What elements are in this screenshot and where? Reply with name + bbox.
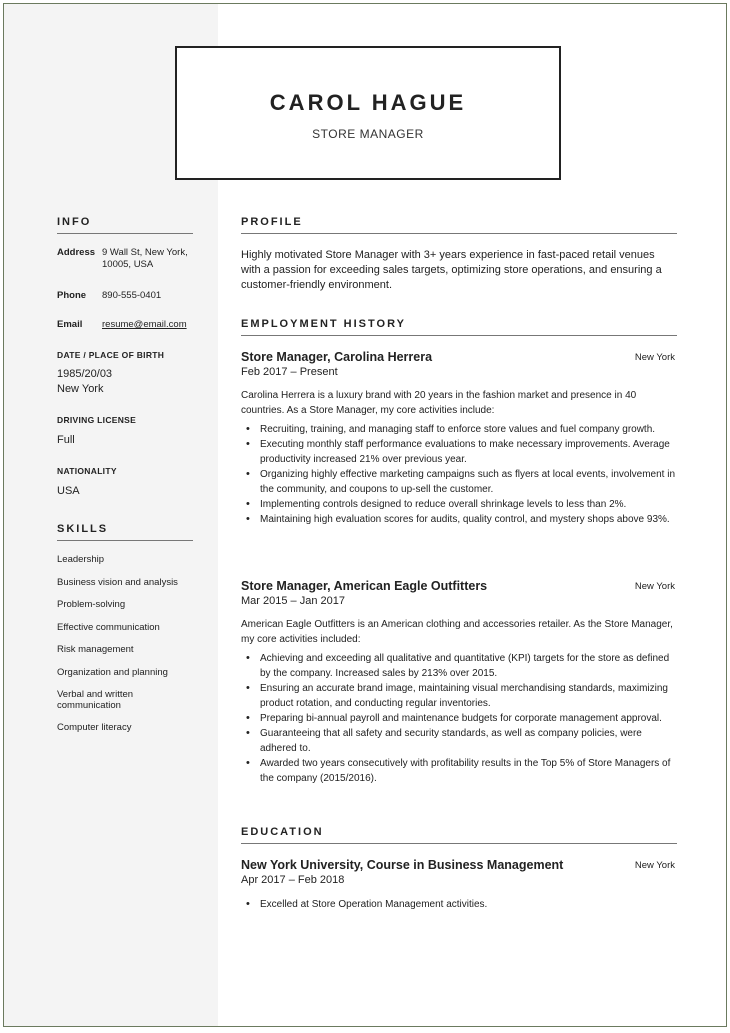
job-location: New York (634, 352, 675, 363)
nationality-label: NATIONALITY (57, 466, 117, 476)
list-item: • Guaranteeing that all safety and security standards, as well as company policies, were adhered to. (241, 726, 677, 756)
list-item: • Maintaining high evaluation scores for audits, quality control, and mystery shops above 93%. (241, 512, 677, 527)
skill-item: Computer literacy (57, 722, 132, 733)
list-item: • Organizing highly effective marketing campaigns such as flyers at local events, involvement in the community, and coupons to up-sell the customer. (241, 467, 677, 497)
address-label: Address (57, 247, 96, 258)
profile-text: Highly motivated Store Manager with 3+ years experience in fast-paced retail venues with a passion for exceeding sales targets, optimizing store operations, and ensuring a customer-friendly environment. (241, 249, 662, 291)
header-box (175, 46, 561, 180)
email-label: Email (57, 319, 83, 330)
list-item: • Achieving and exceeding all qualitative and quantitative (KPI) targets for the store as defined by the company. Increased sales by 213% over 2015. (241, 651, 677, 681)
job-title: Store Manager, American Eagle Outfitters (241, 579, 488, 593)
dob-label: DATE / PLACE OF BIRTH (57, 350, 165, 360)
education-heading: EDUCATION (241, 826, 677, 844)
job-dates: Mar 2015 – Jan 2017 (241, 595, 345, 607)
skill-item: Organization and planning (57, 667, 168, 678)
job-title: Store Manager, Carolina Herrera (241, 350, 433, 364)
education-location: New York (634, 860, 675, 871)
skill-item: Verbal and written communication (57, 689, 134, 711)
email-link[interactable]: resume@email.com (102, 319, 187, 330)
job-description: Carolina Herrera is a luxury brand with 20 years in the fashion market and presence in 40 countries. As a Store Manager, my core activities include: (241, 390, 637, 416)
nationality-value: USA (57, 485, 80, 497)
skill-item: Business vision and analysis (57, 577, 178, 588)
skill-item: Effective communication (57, 622, 160, 633)
job-bullets (241, 422, 677, 527)
job-bullets (241, 651, 677, 786)
candidate-title: STORE MANAGER (312, 127, 424, 141)
address-value: 9 Wall St, New York, 10005, USA (102, 247, 188, 270)
list-item: • Awarded two years consecutively with profitability results in the Top 5% of Store Managers of the company (2015/2016). (241, 756, 677, 786)
dob-place: New York (57, 383, 104, 395)
employment-heading: EMPLOYMENT HISTORY (241, 318, 677, 336)
address-row (57, 247, 194, 271)
phone-label: Phone (57, 290, 87, 301)
list-item: • Executing monthly staff performance evaluations to make necessary improvements. Average productivity increased 21% over previous year. (241, 437, 677, 467)
job-location: New York (634, 581, 675, 592)
education-bullets (241, 897, 677, 912)
email-row (57, 319, 194, 331)
skills-heading: SKILLS (57, 523, 193, 541)
license-label: DRIVING LICENSE (57, 415, 137, 425)
job-dates: Feb 2017 – Present (241, 366, 338, 378)
job-description: American Eagle Outfitters is an American clothing and accessories retailer. As the Store Manager, my core activities included: (241, 619, 673, 645)
phone-value: 890-555-0401 (102, 290, 162, 301)
info-heading: INFO (57, 216, 193, 234)
license-value: Full (57, 434, 75, 446)
skill-item: Leadership (57, 554, 105, 565)
education-dates: Apr 2017 – Feb 2018 (241, 874, 345, 886)
education-title: New York University, Course in Business Management (241, 858, 564, 872)
list-item: • Preparing bi-annual payroll and maintenance budgets for corporate management approval. (241, 711, 677, 726)
list-item: • Excelled at Store Operation Management activities. (241, 897, 677, 912)
candidate-name: CAROL HAGUE (269, 90, 467, 115)
list-item: • Recruiting, training, and managing staff to enforce store values and fuel company growth. (241, 422, 677, 437)
profile-heading: PROFILE (241, 216, 677, 234)
resume-page (3, 3, 727, 1027)
list-item: • Ensuring an accurate brand image, maintaining visual merchandising standards, maximizing product rotation, and conducting regular inventories. (241, 681, 677, 711)
dob-date: 1985/20/03 (57, 368, 113, 380)
skill-item: Risk management (57, 644, 134, 655)
skill-item: Problem-solving (57, 599, 126, 610)
list-item: • Implementing controls designed to reduce overall shrinkage levels to less than 2%. (241, 497, 677, 512)
phone-row (57, 290, 194, 302)
